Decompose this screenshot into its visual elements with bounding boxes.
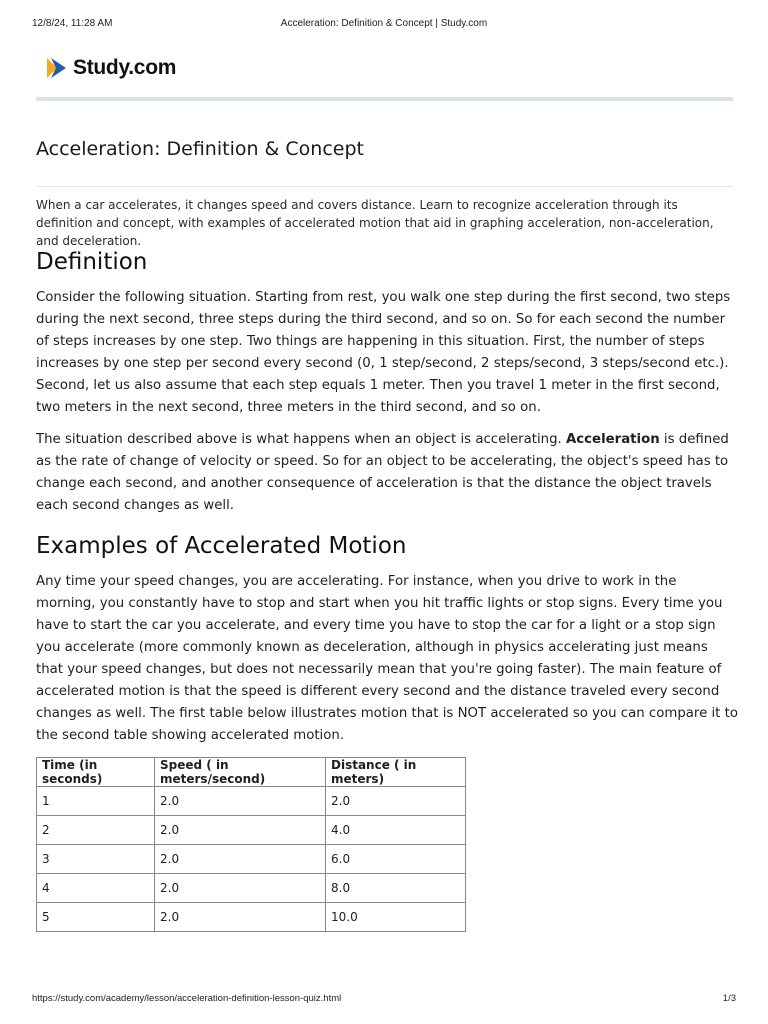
- title-divider: [36, 186, 733, 187]
- header-divider: [36, 97, 733, 101]
- speed-cell: 2.0: [155, 874, 326, 903]
- distance-cell: 10.0: [326, 903, 466, 932]
- print-footer: [32, 993, 736, 1007]
- distance-cell: 2.0: [326, 787, 466, 816]
- table-header-row: [37, 758, 466, 787]
- distance-cell: 4.0: [326, 816, 466, 845]
- definition-p2-rest: is defined as the rate of change of velocity or speed. So for an object to be accelerating, the object's speed has to change each second, and another consequence of acceleration is that the distance the object travels each second changes as well.: [36, 432, 729, 513]
- table-row: [37, 845, 466, 874]
- play-logo-icon: [44, 56, 68, 80]
- table-row: [37, 816, 466, 845]
- examples-paragraph: Any time your speed changes, you are accelerating. For instance, when you drive to work in the morning, you constantly have to stop and start when you hit traffic lights or stop signs. Every time you have to start the car you accelerate, and every time you have to stop the car for a light or a stop sign you accelerate (more commonly known as deceleration, although in physics accelerating just means that your speed changes, but does not necessarily mean that you're going faster). The main feature of accelerated motion is that the speed is different every second and the distance traveled every second changes as well. The first table below illustrates motion that is NOT accelerated so you can compare it to the second table showing accelerated motion.: [36, 574, 738, 743]
- definition-p2-intro: The situation described above is what happens when an object is accelerating.: [36, 432, 566, 447]
- distance-cell: 6.0: [326, 845, 466, 874]
- table-row: [37, 787, 466, 816]
- study-com-logo[interactable]: [44, 56, 176, 80]
- time-cell: 1: [37, 787, 155, 816]
- page-number: 1/3: [722, 993, 736, 1004]
- speed-cell: 2.0: [155, 845, 326, 874]
- definition-paragraph-2: [36, 429, 736, 517]
- time-cell: 3: [37, 845, 155, 874]
- print-header: [32, 18, 736, 32]
- distance-cell: 8.0: [326, 874, 466, 903]
- print-datetime: 12/8/24, 11:28 AM: [32, 18, 113, 29]
- speed-cell: 2.0: [155, 903, 326, 932]
- speed-cell: 2.0: [155, 787, 326, 816]
- table-row: [37, 903, 466, 932]
- non-accelerated-motion-table: [36, 757, 466, 932]
- examples-heading: Examples of Accelerated Motion: [36, 533, 407, 559]
- time-cell: 4: [37, 874, 155, 903]
- lesson-title: Acceleration: Definition & Concept: [36, 138, 364, 160]
- lesson-summary: When a car accelerates, it changes speed and covers distance. Learn to recognize acceleration through its definition and concept, with examples of accelerated motion that aid in graphing acceleration, non-acceleration, and deceleration.: [36, 198, 714, 248]
- print-page-title: Acceleration: Definition & Concept | Study.com: [280, 18, 488, 29]
- table-row: [37, 874, 466, 903]
- column-header-distance: Distance ( in meters): [326, 758, 466, 787]
- time-cell: 5: [37, 903, 155, 932]
- acceleration-term: Acceleration: [566, 432, 660, 447]
- definition-paragraph-1: Consider the following situation. Starting from rest, you walk one step during the first second, two steps during the next second, three steps during the third second, and so on. So for each second the number of steps increases by one step. Two things are happening in this situation. First, the number of steps increases by one step per second every second (0, 1 step/second, 2 steps/second, 3 steps/second etc.). Second, let us also assume that each step equals 1 meter. Then you travel 1 meter in the first second, two meters in the next second, three meters in the third second, and so on.: [36, 290, 731, 415]
- definition-heading: Definition: [36, 249, 148, 275]
- page-url-link[interactable]: https://study.com/academy/lesson/acceleration-definition-lesson-quiz.html: [32, 993, 342, 1004]
- column-header-time: Time (in seconds): [37, 758, 155, 787]
- logo-wordmark: Study.com: [73, 56, 177, 79]
- column-header-speed: Speed ( in meters/second): [155, 758, 326, 787]
- speed-cell: 2.0: [155, 816, 326, 845]
- time-cell: 2: [37, 816, 155, 845]
